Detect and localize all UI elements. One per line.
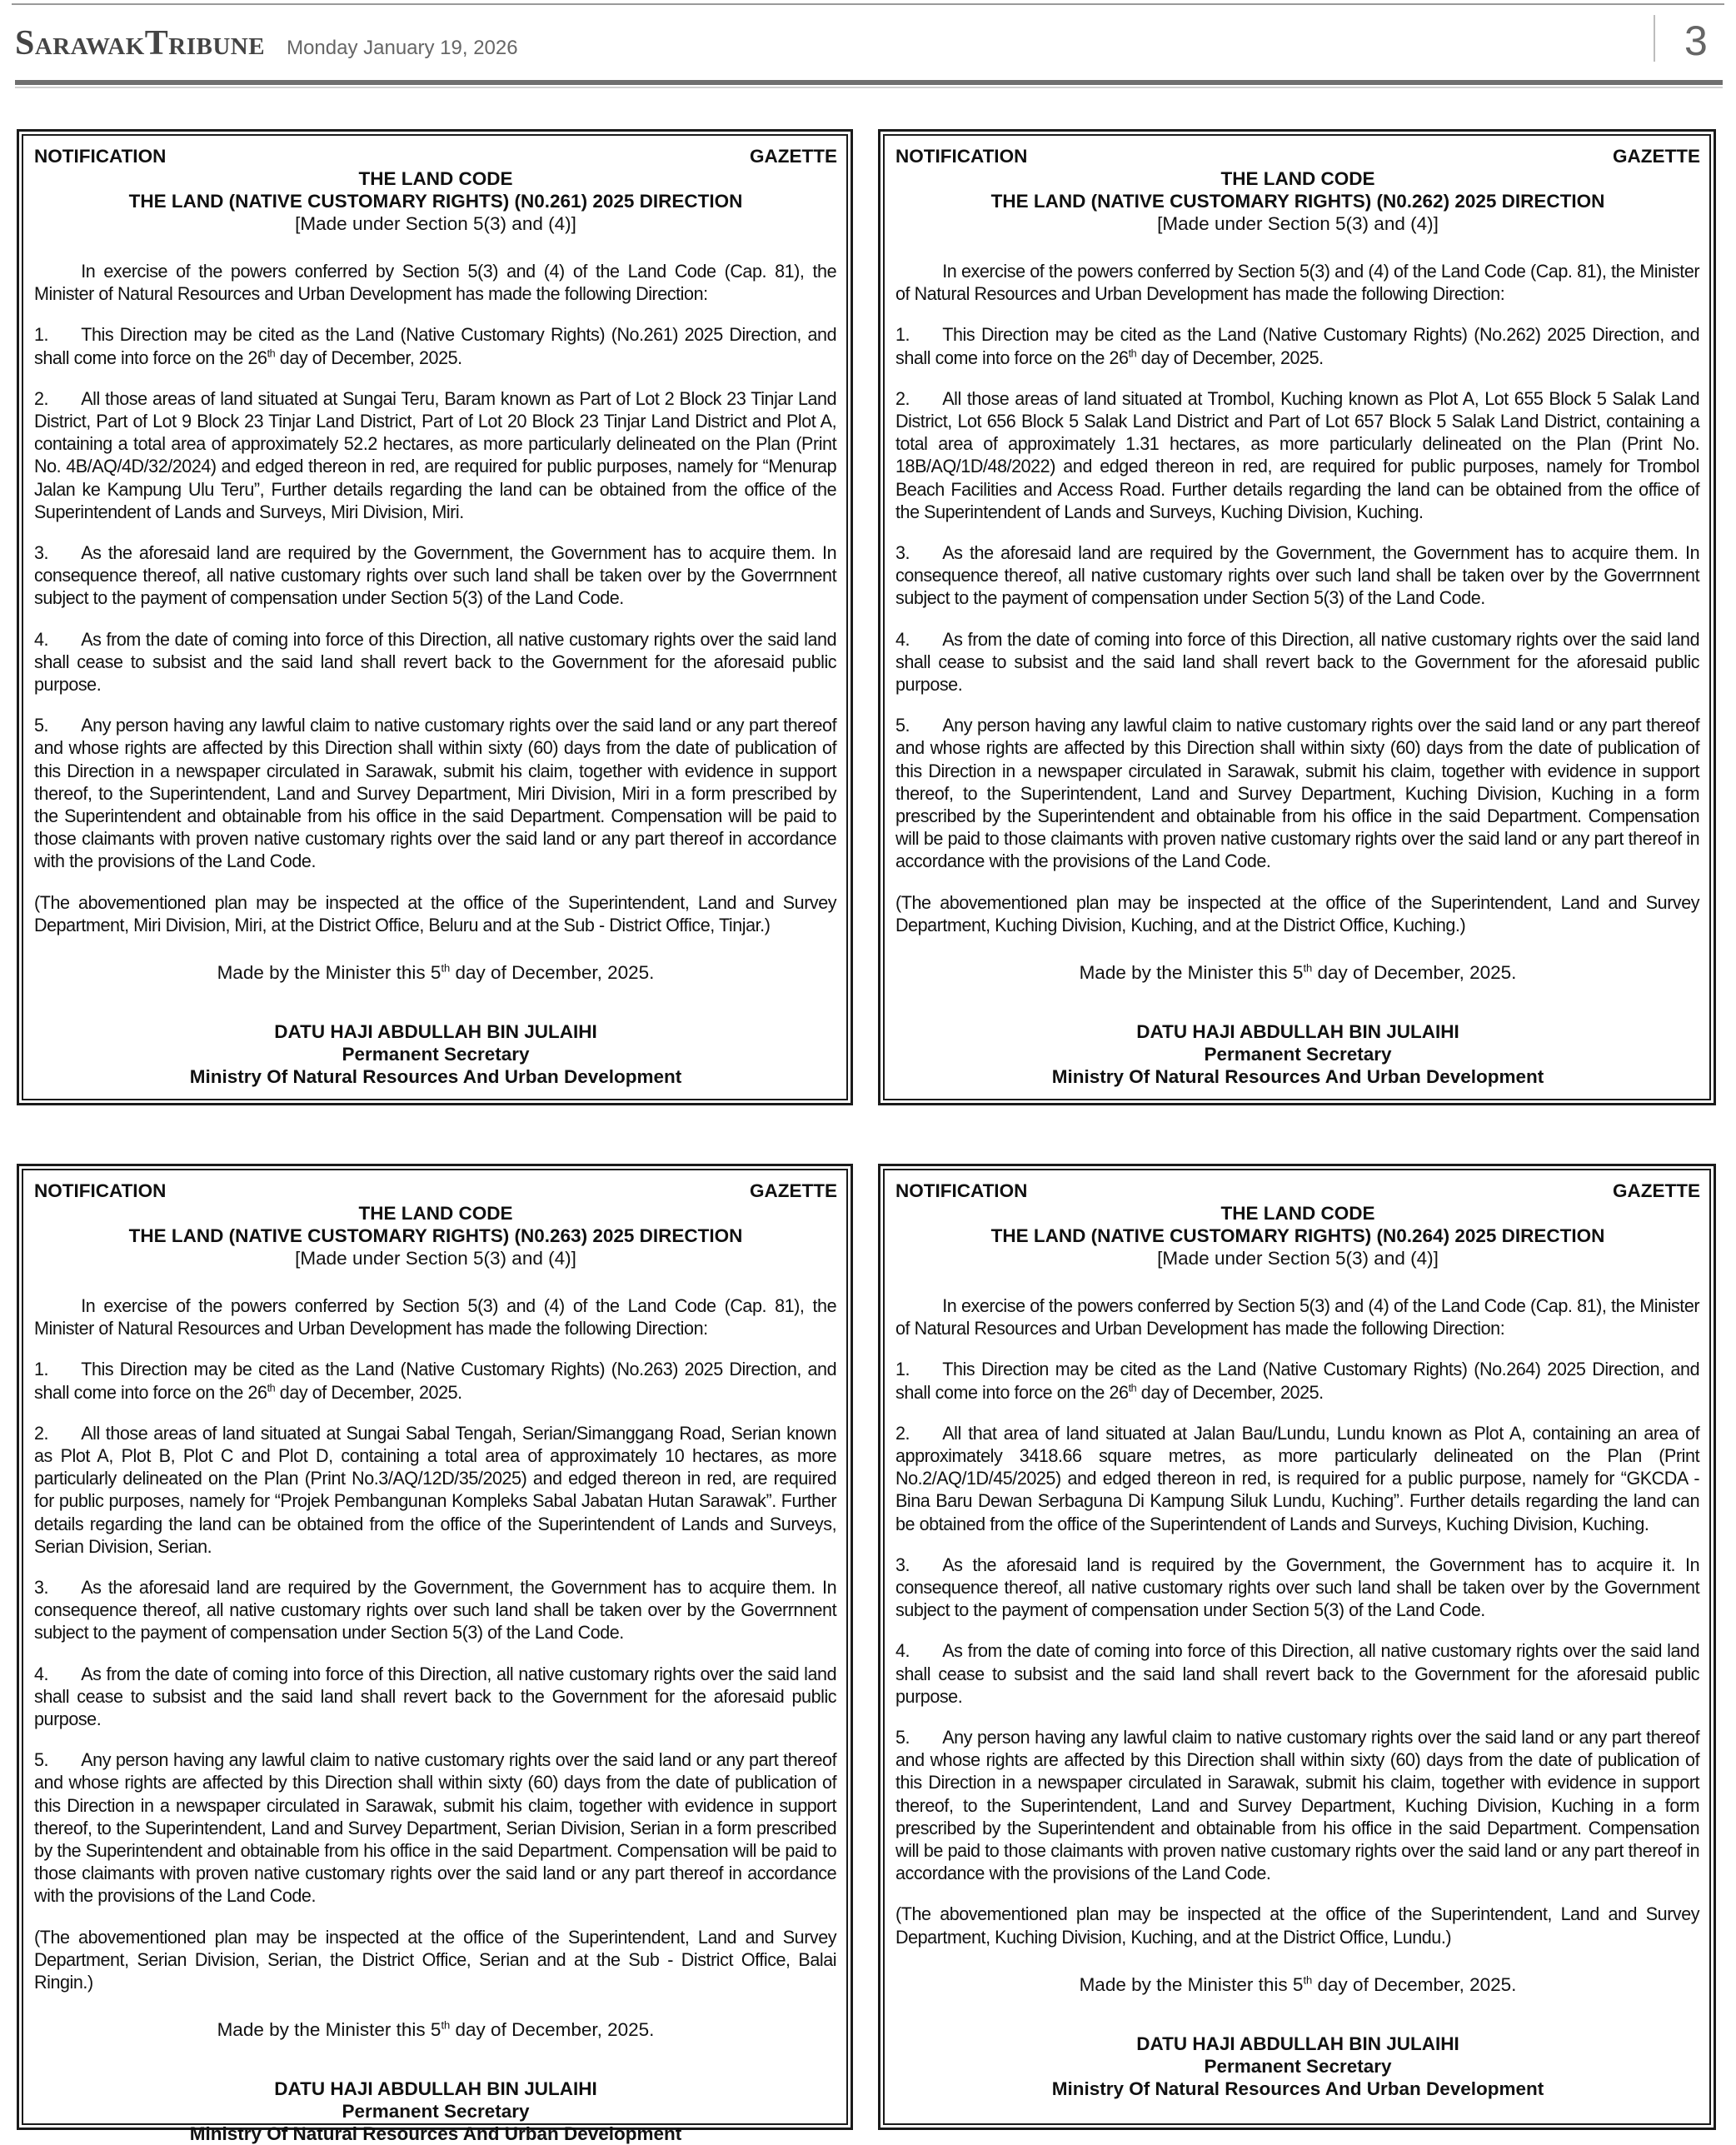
signatory-name: DATU HAJI ABDULLAH BIN JULAIHI xyxy=(1136,2033,1459,2054)
gazette-notice-262 xyxy=(878,129,1716,1105)
signatory-ministry: Ministry Of Natural Resources And Urban Development xyxy=(189,1066,682,1088)
notification-label: NOTIFICATION xyxy=(34,1180,167,1201)
clause-4: 4. As from the date of coming into force of this Direction, all native customary rights over the said land shall cease to subsist and the said land shall revert back to the Government for the aforesaid public purpose. xyxy=(34,628,837,696)
clause-5: 5. Any person having any lawful claim to native customary rights over the said land or any part thereof and whose rights are affected by this Direction shall within sixty (60) days from the date of publication of this Direction in a newspaper circulated in Sarawak, submit his claim, together with evidence in support thereof, to the Superintendent, Land and Survey Department, Kuching Division, Kuching in a form prescribed by the Superintendent and obtainable from his office in the said Department. Compensation will be paid to those claimants with proven native customary rights over the said land or any part thereof in accordance with the provisions of the Land Code. xyxy=(895,715,1700,872)
intro-paragraph: In exercise of the powers conferred by Section 5(3) and (4) of the Land Code (Cap. 81), the Minister of Natural Resources and Urban Development has made the following Direction: xyxy=(34,1295,837,1339)
notice-title: THE LAND CODE xyxy=(1220,168,1375,189)
clause-3: 3. As the aforesaid land are required by the Government, the Government has to acquire them. In consequence thereof, all native customary rights over such land shall be taken over by the Goverrnnent subject to the payment of compensation under Section 5(3) of the Land Code. xyxy=(895,542,1700,609)
notice-title: THE LAND CODE xyxy=(1220,1203,1375,1224)
clause-3: 3. As the aforesaid land are required by the Government, the Government has to acquire them. In consequence thereof, all native customary rights over such land shall be taken over by the Goverrnnent subject to the payment of compensation under Section 5(3) of the Land Code. xyxy=(34,1577,837,1644)
clause-1: 1. This Direction may be cited as the Land (Native Customary Rights) (No.263) 2025 Direction, and shall come into force on the 26th day of December, 2025. xyxy=(34,1359,837,1403)
signatory-name: DATU HAJI ABDULLAH BIN JULAIHI xyxy=(1136,1021,1459,1043)
clause-1: 1. This Direction may be cited as the Land (Native Customary Rights) (No.264) 2025 Direction, and shall come into force on the 26th day of December, 2025. xyxy=(895,1359,1700,1403)
clause-2: 2. All those areas of land situated at Trombol, Kuching known as Plot A, Lot 655 Block 5 Salak Land District, Lot 656 Block 5 Salak Land District and Part of Lot 657 Block 5 Salak Land District, containing a total area of approximately 1.31 hectares, as more particularly delineated on the Plan (Print No. 18B/AQ/1D/48/2022) and edged thereon in red, are required for public purposes, namely for Trombol Beach Facilities and Access Road. Further details regarding the land can be obtained from the office of the Superintendent of Lands and Surveys, Kuching Division, Kuching. xyxy=(895,387,1700,522)
inspection-note: (The abovementioned plan may be inspected at the office of the Superintendent, Land and Survey Department, Miri Division, Miri, at the District Office, Beluru and at the Sub - District Office, Tinjar.) xyxy=(34,891,837,935)
signatory-ministry: Ministry Of Natural Resources And Urban Development xyxy=(189,2123,682,2145)
header-rule xyxy=(15,80,1723,85)
masthead xyxy=(15,23,518,63)
made-by-line: Made by the Minister this 5th day of December, 2025. xyxy=(1079,1973,1517,1995)
signatory-name: DATU HAJI ABDULLAH BIN JULAIHI xyxy=(274,1021,597,1043)
notice-header-row xyxy=(895,1176,1700,1202)
signatory-title: Permanent Secretary xyxy=(1204,2055,1392,2077)
clause-2: 2. All those areas of land situated at Sungai Teru, Baram known as Part of Lot 2 Block 23 Tinjar Land District, Part of Lot 9 Block 23 Tinjar Land District, Part of Lot 20 Block 23 Tinjar Land District and Plot A, containing a total area of approximately 52.2 hectares, as more particularly delineated on the Plan (Print No. 4B/AQ/4D/32/2024) and edged thereon in red, are required for public purposes, namely for “Menurap Jalan ke Kampung Ulu Teru”, Further details regarding the land can be obtained from the office of the Superintendent of Lands and Surveys, Miri Division, Miri. xyxy=(34,387,837,522)
signatory-ministry: Ministry Of Natural Resources And Urban Development xyxy=(1051,1066,1544,1088)
intro-paragraph: In exercise of the powers conferred by Section 5(3) and (4) of the Land Code (Cap. 81), the Minister of Natural Resources and Urban Development has made the following Direction: xyxy=(34,261,837,305)
notice-header-row xyxy=(895,142,1700,167)
header-rule-light xyxy=(15,87,1723,88)
clause-4: 4. As from the date of coming into force of this Direction, all native customary rights over the said land shall cease to subsist and the said land shall revert back to the Government for the aforesaid public purpose. xyxy=(34,1663,837,1730)
issue-date: Monday January 19, 2026 xyxy=(287,37,518,59)
made-under-line: [Made under Section 5(3) and (4)] xyxy=(295,213,576,234)
intro-paragraph: In exercise of the powers conferred by Section 5(3) and (4) of the Land Code (Cap. 81), the Minister of Natural Resources and Urban Development has made the following Direction: xyxy=(895,1295,1700,1339)
notice-subtitle: THE LAND (NATIVE CUSTOMARY RIGHTS) (N0.264) 2025 DIRECTION xyxy=(990,1225,1605,1246)
notice-header-row xyxy=(34,1176,837,1202)
made-by-line: Made by the Minister this 5th day of December, 2025. xyxy=(217,961,655,984)
clause-5: 5. Any person having any lawful claim to native customary rights over the said land or any part thereof and whose rights are affected by this Direction shall within sixty (60) days from the date of publication of this Direction in a newspaper circulated in Sarawak, submit his claim, together with evidence in support thereof, to the Superintendent, Land and Survey Department, Kuching Division, Kuching in a form prescribed by the Superintendent and obtainable from his office in the said Department. Compensation will be paid to those claimants with proven native customary rights over the said land or any part thereof in accordance with the provisions of the Land Code. xyxy=(895,1727,1700,1884)
signatory-name: DATU HAJI ABDULLAH BIN JULAIHI xyxy=(274,2078,597,2100)
notice-title: THE LAND CODE xyxy=(358,168,513,189)
intro-paragraph: In exercise of the powers conferred by Section 5(3) and (4) of the Land Code (Cap. 81), the Minister of Natural Resources and Urban Development has made the following Direction: xyxy=(895,261,1700,305)
clause-3: 3. As the aforesaid land is required by the Government, the Government has to acquire it. In consequence thereof, all native customary rights over such land shall be taken over by the Government subject to the payment of compensation under Section 5(3) of the Land Code. xyxy=(895,1554,1700,1621)
clause-5: 5. Any person having any lawful claim to native customary rights over the said land or any part thereof and whose rights are affected by this Direction shall within sixty (60) days from the date of publication of this Direction in a newspaper circulated in Sarawak, submit his claim, together with evidence in support thereof, to the Superintendent, Land and Survey Department, Miri Division, Miri in a form prescribed by the Superintendent and obtainable from his office in the said Department. Compensation will be paid to those claimants with proven native customary rights over the said land or any part thereof in accordance with the provisions of the Land Code. xyxy=(34,715,837,872)
notification-label: NOTIFICATION xyxy=(895,146,1028,167)
gazette-label: GAZETTE xyxy=(1613,146,1700,167)
clause-5: 5. Any person having any lawful claim to native customary rights over the said land or any part thereof and whose rights are affected by this Direction shall within sixty (60) days from the date of publication of this Direction in a newspaper circulated in Sarawak, submit his claim, together with evidence in support thereof, to the Superintendent, Land and Survey Department, Serian Division, Serian in a form prescribed by the Superintendent and obtainable from his office in the said Department. Compensation will be paid to those claimants with proven native customary rights over the said land or any part thereof in accordance with the provisions of the Land Code. xyxy=(34,1749,837,1907)
clause-3: 3. As the aforesaid land are required by the Government, the Government has to acquire them. In consequence thereof, all native customary rights over such land shall be taken over by the Goverrnnent subject to the payment of compensation under Section 5(3) of the Land Code. xyxy=(34,542,837,609)
gazette-notice-264 xyxy=(878,1164,1716,2130)
signatory-ministry: Ministry Of Natural Resources And Urban Development xyxy=(1051,2078,1544,2099)
notice-title: THE LAND CODE xyxy=(358,1203,513,1224)
notification-label: NOTIFICATION xyxy=(895,1180,1028,1201)
signatory-title: Permanent Secretary xyxy=(1204,1044,1392,1065)
made-by-line: Made by the Minister this 5th day of December, 2025. xyxy=(1079,961,1517,984)
inspection-note: (The abovementioned plan may be inspected at the office of the Superintendent, Land and Survey Department, Kuching Division, Kuching, and at the District Office, Kuching.) xyxy=(895,891,1700,935)
top-border xyxy=(12,3,1724,5)
clause-2: 2. All that area of land situated at Jalan Bau/Lundu, Lundu known as Plot A, containing an area of approximately 3418.66 square metres, as more particularly delineated on the Plan (Print No.2/AQ/1D/45/2025) and edged thereon in red, is required for a public purpose, namely for “GKCDA - Bina Baru Dewan Serbaguna Di Kampung Siluk Lundu, Kuching”. Further details regarding the land can be obtained from the office of the Superintendent of Lands and Surveys, Kuching Division, Kuching. xyxy=(895,1422,1700,1534)
header-divider xyxy=(1654,15,1655,62)
clause-1: 1. This Direction may be cited as the Land (Native Customary Rights) (No.262) 2025 Direction, and shall come into force on the 26th day of December, 2025. xyxy=(895,324,1700,368)
gazette-label: GAZETTE xyxy=(1613,1180,1700,1201)
signatory-title: Permanent Secretary xyxy=(342,2101,530,2123)
clause-1: 1. This Direction may be cited as the Land (Native Customary Rights) (No.261) 2025 Direction, and shall come into force on the 26th day of December, 2025. xyxy=(34,324,837,368)
notice-header-row xyxy=(34,142,837,167)
page-number: 3 xyxy=(1684,17,1708,64)
gazette-notice-261 xyxy=(17,129,853,1105)
notice-subtitle: THE LAND (NATIVE CUSTOMARY RIGHTS) (N0.261) 2025 DIRECTION xyxy=(128,191,743,212)
gazette-notice-263 xyxy=(17,1164,853,2145)
made-by-line: Made by the Minister this 5th day of December, 2025. xyxy=(217,2018,655,2041)
notice-subtitle: THE LAND (NATIVE CUSTOMARY RIGHTS) (N0.263) 2025 DIRECTION xyxy=(128,1225,743,1246)
notice-subtitle: THE LAND (NATIVE CUSTOMARY RIGHTS) (N0.262) 2025 DIRECTION xyxy=(990,191,1605,212)
made-under-line: [Made under Section 5(3) and (4)] xyxy=(1157,213,1439,234)
inspection-note: (The abovementioned plan may be inspected at the office of the Superintendent, Land and Survey Department, Kuching Division, Kuching, and at the District Office, Lundu.) xyxy=(895,1903,1700,1948)
made-under-line: [Made under Section 5(3) and (4)] xyxy=(295,1248,576,1269)
gazette-label: GAZETTE xyxy=(750,1180,837,1201)
notification-label: NOTIFICATION xyxy=(34,146,167,167)
newspaper-logo: SarawakTribune xyxy=(15,24,266,62)
made-under-line: [Made under Section 5(3) and (4)] xyxy=(1157,1248,1439,1269)
clause-2: 2. All those areas of land situated at Sungai Sabal Tengah, Serian/Simanggang Road, Serian known as Plot A, Plot B, Plot C and Plot D, containing a total area of approximately 10 hectares, as more particularly delineated on the Plan (Print No.3/AQ/12D/35/2025) and edged thereon in red, are required for public purposes, namely for “Projek Pembangunan Kompleks Sabal Jabatan Hutan Sarawak”. Further details regarding the land can be obtained from the office of the Superintendent of Lands and Surveys, Serian Division, Serian. xyxy=(34,1422,837,1557)
gazette-label: GAZETTE xyxy=(750,146,837,167)
inspection-note: (The abovementioned plan may be inspected at the office of the Superintendent, Land and Survey Department, Serian Division, Serian, the District Office, Serian and at the Sub - District Office, Balai Ringin.) xyxy=(34,1926,837,1993)
signatory-title: Permanent Secretary xyxy=(342,1044,530,1065)
clause-4: 4. As from the date of coming into force of this Direction, all native customary rights over the said land shall cease to subsist and the said land shall revert back to the Government for the aforesaid public purpose. xyxy=(895,1640,1700,1707)
clause-4: 4. As from the date of coming into force of this Direction, all native customary rights over the said land shall cease to subsist and the said land shall revert back to the Government for the aforesaid public purpose. xyxy=(895,628,1700,696)
